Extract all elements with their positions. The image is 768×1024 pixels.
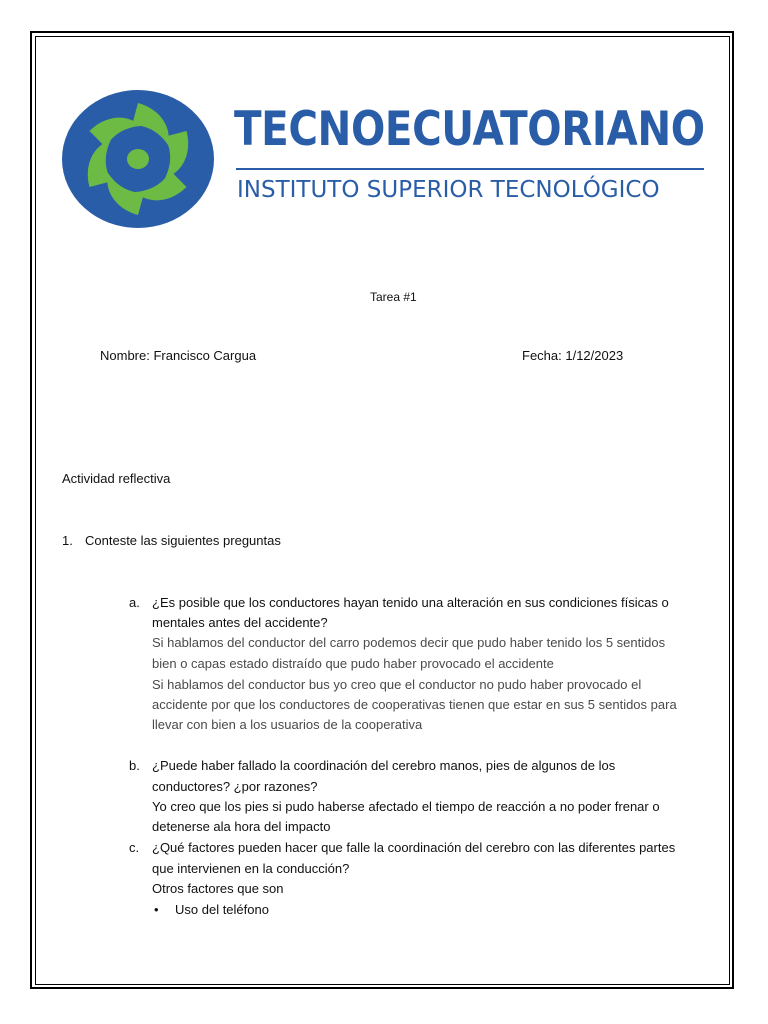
answer-line: accidente por que los conductores de cooperativas tienen que estar en sus 5 sentidos para [152, 697, 677, 712]
question-line: mentales antes del accidente? [152, 615, 328, 630]
answer-line: bien o capas estado distraído que pudo haber provocado el accidente [152, 656, 554, 671]
question-line: ¿Qué factores pueden hacer que falle la coordinación del cerebro con las diferentes partes [152, 840, 676, 855]
list-marker: 1. [62, 533, 73, 548]
answer-line: Si hablamos del conductor del carro podemos decir que pudo haber tenido los 5 sentidos [152, 635, 666, 650]
doc-date: Fecha: 1/12/2023 [522, 348, 624, 363]
section-heading: Actividad reflectiva [62, 471, 171, 486]
question-line: conductores? ¿por razones? [152, 779, 318, 794]
answer-line: llevar con bien a los usuarios de la cooperativa [152, 717, 423, 732]
answer-line: Otros factores que son [152, 881, 284, 896]
brand-subtitle: INSTITUTO SUPERIOR TECNOLÓGICO [237, 177, 660, 203]
answer-line: detenerse ala hora del impacto [152, 819, 331, 834]
question-line: ¿Puede haber fallado la coordinación del cerebro manos, pies de algunos de los [152, 758, 616, 773]
brand-name: TECNOECUATORIANO [234, 102, 705, 157]
question-line: ¿Es posible que los conductores hayan tenido una alteración en sus condiciones físicas o [152, 595, 669, 610]
bullet-item: Uso del teléfono [175, 902, 269, 917]
question-marker: b. [129, 758, 140, 773]
question-marker: a. [129, 595, 140, 610]
student-name: Nombre: Francisco Cargua [100, 348, 257, 363]
swirl-logo-icon [60, 88, 216, 230]
question-line: que intervienen en la conducción? [152, 861, 350, 876]
bullet-icon: • [154, 902, 159, 917]
instruction-text: Conteste las siguientes preguntas [85, 533, 281, 548]
answer-line: Yo creo que los pies si pudo haberse afectado el tiempo de reacción a no poder frenar o [152, 799, 660, 814]
doc-title: Tarea #1 [370, 290, 417, 304]
answer-line: Si hablamos del conductor bus yo creo que el conductor no pudo haber provocado el [152, 677, 642, 692]
brand-divider [236, 168, 704, 170]
question-marker: c. [129, 840, 140, 855]
